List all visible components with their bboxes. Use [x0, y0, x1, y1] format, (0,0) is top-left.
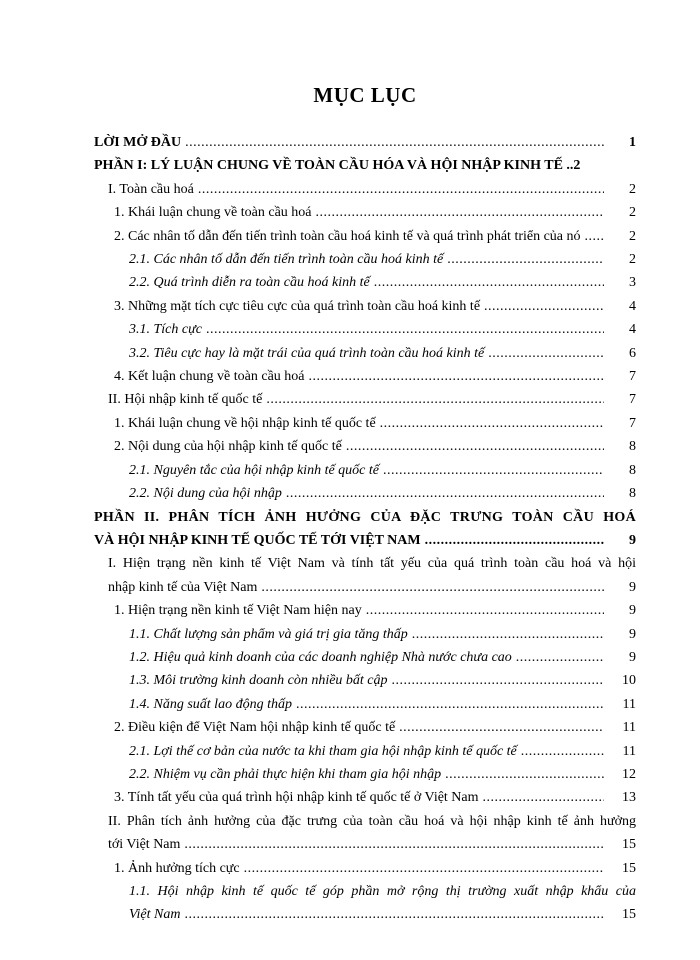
toc-entry-label: 2.2. Nhiệm vụ cần phải thực hiện khi tham gia hội nhập: [129, 766, 442, 782]
toc-page-number: 11: [622, 720, 636, 736]
toc-page-number: 13: [622, 790, 636, 806]
toc-page-number: 2: [629, 228, 636, 244]
toc-entry-label: LỜI MỞ ĐẦU: [94, 135, 182, 150]
toc-page-number: 4: [629, 322, 636, 338]
toc-page-number: 12: [622, 766, 636, 782]
toc-leader-dots: [185, 131, 604, 154]
toc-entry[interactable]: [94, 412, 636, 435]
toc-leader-dots: [412, 623, 604, 646]
toc-entry[interactable]: [94, 506, 636, 553]
toc-leader-dots: [366, 599, 604, 622]
toc-entry-label: 2.1. Lợi thế cơ bản của nước ta khi tham gia hội nhập kinh tế quốc tế: [129, 743, 517, 759]
toc-entry[interactable]: [94, 669, 636, 692]
toc-page-number: 11: [622, 696, 636, 712]
toc-entry-label: 1.4. Năng suất lao động thấp: [129, 696, 292, 712]
toc-entry[interactable]: [94, 388, 636, 411]
toc-entry-label: 2.1. Nguyên tắc của hội nhập kinh tế quốc tế: [129, 462, 379, 478]
toc-leader-dots: [488, 342, 604, 365]
toc-entry[interactable]: [94, 178, 636, 201]
toc-leader-dots: [445, 763, 604, 786]
toc-leader-dots: [380, 412, 604, 435]
toc-leader-dots: [206, 318, 604, 341]
toc-page-number: 9: [629, 603, 636, 619]
toc-page-number: 9: [629, 649, 636, 665]
toc-leader-dots: [346, 435, 604, 458]
toc-entry-label-continued: Việt Nam: [129, 907, 181, 923]
toc-leader-dots: [516, 646, 604, 669]
toc-page-number: 6: [629, 345, 636, 361]
toc-page-number: 2: [629, 205, 636, 221]
toc-entry[interactable]: [94, 763, 636, 786]
toc-entry-label: 1.3. Môi trường kinh doanh còn nhiều bất cập: [129, 673, 388, 689]
toc-leader-dots: [316, 201, 605, 224]
toc-leader-dots: [296, 693, 604, 716]
toc-page-number: 9: [629, 626, 636, 642]
toc-leader-dots: [261, 576, 604, 599]
toc-leader-dots: [309, 365, 605, 388]
toc-entry[interactable]: [94, 318, 636, 341]
toc-entry[interactable]: [94, 599, 636, 622]
toc-page-number: 3: [629, 275, 636, 291]
toc-entry[interactable]: [94, 131, 636, 154]
toc-entry-label: 1.1. Hội nhập kinh tế quốc tế góp phần mở rộng thị trường xuất nhập khẩu của: [129, 884, 636, 899]
toc-entry[interactable]: [94, 482, 636, 505]
toc-entry[interactable]: [94, 740, 636, 763]
toc-page-number: 8: [629, 439, 636, 455]
toc-page-number: 4: [629, 298, 636, 314]
toc-entry[interactable]: [94, 435, 636, 458]
toc-leader-dots: [392, 669, 604, 692]
toc-page-number: 11: [622, 743, 636, 759]
toc-entry[interactable]: [94, 857, 636, 880]
toc-page-number: 2: [629, 181, 636, 197]
toc-entry-label: II. Phân tích ảnh hưởng của đặc trưng của toàn cầu hoá và hội nhập kinh tế ảnh hưởng: [108, 813, 636, 829]
toc-leader-dots: [184, 903, 604, 926]
toc-leader-dots: [286, 482, 604, 505]
toc-entry-label: II. Hội nhập kinh tế quốc tế: [108, 392, 263, 408]
toc-entry[interactable]: [94, 623, 636, 646]
toc-page-number: 15: [622, 860, 636, 876]
toc-entry-label: 2. Điều kiện để Việt Nam hội nhập kinh tế quốc tế: [114, 720, 396, 736]
toc-entry[interactable]: [94, 225, 636, 248]
toc-entry-label: 4. Kết luận chung về toàn cầu hoá: [114, 369, 305, 385]
toc-entry-label: 3. Tính tất yếu của quá trình hội nhập kinh tế quốc tế ở Việt Nam: [114, 790, 479, 806]
toc-entry-label-continued: tới Việt Nam: [108, 837, 181, 853]
toc-leader-dots: [425, 529, 604, 552]
toc-page-number: 15: [622, 837, 636, 853]
toc-page-number: 15: [622, 907, 636, 923]
toc-entry-label: 3.2. Tiêu cực hay là mặt trái của quá trình toàn cầu hoá kinh tế: [129, 345, 485, 361]
toc-leader-dots: [399, 716, 604, 739]
toc-entry-label: 1. Hiện trạng nền kinh tế Việt Nam hiện nay: [114, 603, 362, 619]
toc-entry[interactable]: [94, 646, 636, 669]
toc-entry[interactable]: [94, 365, 636, 388]
toc-entry-label: 3.1. Tích cực: [129, 322, 202, 338]
toc-page-number: 8: [629, 486, 636, 502]
toc-leader-dots: [244, 857, 604, 880]
toc-entry[interactable]: [94, 880, 636, 927]
toc-entry-label: 2.2. Nội dung của hội nhập: [129, 486, 282, 502]
toc-entry[interactable]: [94, 154, 636, 177]
toc-entry[interactable]: [94, 248, 636, 271]
toc-entry-label: 1.1. Chất lượng sản phẩm và giá trị gia tăng thấp: [129, 626, 408, 642]
toc-entry-label: 1. Ảnh hưởng tích cực: [114, 860, 240, 876]
toc-entry-label: 1. Khái luận chung về toàn cầu hoá: [114, 205, 312, 221]
toc-entry[interactable]: [94, 786, 636, 809]
toc-leader-dots: [184, 833, 604, 856]
toc-entry-label: 2.1. Các nhân tố dẫn đến tiến trình toàn cầu hoá kinh tế: [129, 252, 444, 268]
toc-entry-label: 1.2. Hiệu quả kinh doanh của các doanh nghiệp Nhà nước chưa cao: [129, 649, 512, 665]
toc-entry[interactable]: [94, 201, 636, 224]
toc-leader-dots: [484, 295, 604, 318]
table-of-contents: [94, 131, 636, 927]
toc-entry-label: I. Hiện trạng nền kinh tế Việt Nam và tính tất yếu của quá trình toàn cầu hoá và hội: [108, 556, 636, 572]
toc-entry-label: 3. Những mặt tích cực tiêu cực của quá trình toàn cầu hoá kinh tế: [114, 298, 481, 314]
toc-leader-dots: [198, 178, 604, 201]
toc-entry-label: PHẦN I: LÝ LUẬN CHUNG VỀ TOÀN CẦU HÓA VÀ HỘI NHẬP KINH TẾ ..2: [94, 158, 581, 174]
toc-page-number: 1: [629, 135, 636, 150]
toc-entry-label: PHẦN II. PHÂN TÍCH ẢNH HƯỞNG CỦA ĐẶC TRƯNG TOÀN CẦU HOÁ: [94, 509, 636, 525]
toc-page-number: 8: [629, 462, 636, 478]
toc-page-number: 10: [622, 673, 636, 689]
toc-leader-dots: [383, 459, 604, 482]
toc-leader-dots: [483, 786, 604, 809]
toc-entry-label: I. Toàn cầu hoá: [108, 181, 194, 197]
toc-entry-label: 2.2. Quá trình diễn ra toàn cầu hoá kinh tế: [129, 275, 370, 291]
toc-title: MỤC LỤC: [313, 83, 417, 107]
toc-leader-dots: [585, 225, 604, 248]
toc-entry-label: 2. Các nhân tố dẫn đến tiến trình toàn cầu hoá kinh tế và quá trình phát triển của nó: [114, 228, 581, 244]
toc-page-number: 7: [629, 392, 636, 408]
toc-entry-label-continued: VÀ HỘI NHẬP KINH TẾ QUỐC TẾ TỚI VIỆT NAM: [94, 532, 421, 548]
toc-page-number: 9: [629, 532, 636, 548]
toc-entry-label: 2. Nội dung của hội nhập kinh tế quốc tế: [114, 439, 342, 455]
toc-leader-dots: [266, 388, 604, 411]
toc-leader-dots: [374, 271, 604, 294]
toc-entry[interactable]: [94, 295, 636, 318]
toc-entry-label: 1. Khái luận chung về hội nhập kinh tế quốc tế: [114, 415, 376, 431]
toc-leader-dots: [521, 740, 604, 763]
toc-page-number: 7: [629, 415, 636, 431]
toc-page-number: 9: [629, 579, 636, 595]
toc-entry[interactable]: [94, 693, 636, 716]
toc-entry[interactable]: [94, 552, 636, 599]
toc-entry[interactable]: [94, 271, 636, 294]
toc-entry[interactable]: [94, 459, 636, 482]
toc-page-number: 7: [629, 369, 636, 385]
toc-entry[interactable]: [94, 342, 636, 365]
toc-entry[interactable]: [94, 716, 636, 739]
toc-page-number: 2: [629, 252, 636, 268]
toc-leader-dots: [447, 248, 604, 271]
toc-entry[interactable]: [94, 810, 636, 857]
toc-entry-label-continued: nhập kinh tế của Việt Nam: [108, 579, 258, 595]
